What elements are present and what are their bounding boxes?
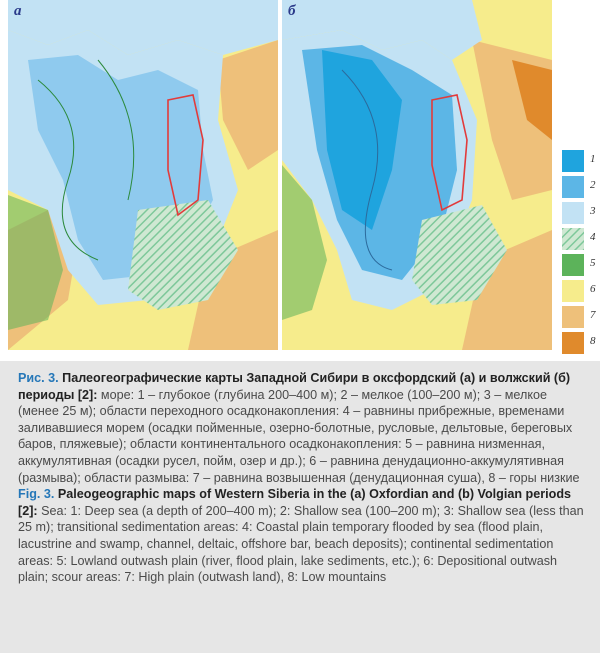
panel-label-a: а <box>14 3 22 19</box>
caption-en-tag: Fig. 3. <box>18 487 55 502</box>
legend-number: 2 <box>590 179 596 191</box>
paleomap-b <box>282 0 552 350</box>
caption-ru-title: Палеогеографические карты Западной Сибири в оксфордский (а) и волжский (б) периоды [2]: <box>18 371 571 402</box>
legend-swatch <box>562 228 584 250</box>
legend-number: 1 <box>590 153 596 165</box>
map-a-graphic <box>8 0 278 350</box>
panel-label-b: б <box>288 3 296 19</box>
paleomap-a <box>8 0 278 350</box>
legend-number: 7 <box>590 309 596 321</box>
map-b-graphic <box>282 0 552 350</box>
legend-number: 8 <box>590 335 596 347</box>
legend-number: 6 <box>590 283 596 295</box>
legend-number: 5 <box>590 257 596 269</box>
caption-en-title: Paleogeographic maps of Western Siberia in the (a) Oxfordian and (b) Volgian periods [2]: <box>18 487 572 518</box>
caption-ru <box>18 370 590 486</box>
legend-number: 3 <box>590 205 596 217</box>
legend-swatch <box>562 306 584 328</box>
legend-swatch <box>562 176 584 198</box>
legend-number: 4 <box>590 231 596 243</box>
caption-en-body: Sea: 1: Deep sea (a depth of 200–400 m); 2: Shallow sea (100–200 m); 3: Shallow sea (less than 25 m); transitional sedimentation areas: 4: Coastal plain temporary flooded by sea (flood plain, lacustrine and swamp, channel, deltaic, offshore bar, beach deposits); continental sedimentation areas: 5: Lowland outwash plain (river, flood plain, lake sediments, etc.); 6: Depositional outwash plain; scour areas: 7: High plain (outwash land), 8: Low mountains <box>18 503 584 585</box>
figure-caption <box>0 361 600 653</box>
legend-swatch <box>562 150 584 172</box>
legend-swatch <box>562 332 584 354</box>
caption-en <box>18 486 590 586</box>
legend-swatch <box>562 280 584 302</box>
legend-swatch <box>562 254 584 276</box>
legend-swatch <box>562 202 584 224</box>
caption-ru-body: море: 1 – глубокое (глубина 200–400 м); 2 – мелкое (100–200 м); 3 – мелкое (менее 25 м); области переходного осадконакопления: 4 – равнины прибрежные, временами заливавшиеся морем (осадки пойменные, озерно-болотные, русловые, дельтовые, береговых баров, пляжевые); области континентального осадконакопления: 5 – равнина низменная, аккумулятивная (осадки русел, пойм, озер и др.); 6 – равнина денудационно-аккумулятивная (размыва); области размыва: 7 – равнина возвышенная (денудационная суша), 8 – горы низкие <box>18 387 580 485</box>
caption-ru-tag: Рис. 3. <box>18 371 59 385</box>
